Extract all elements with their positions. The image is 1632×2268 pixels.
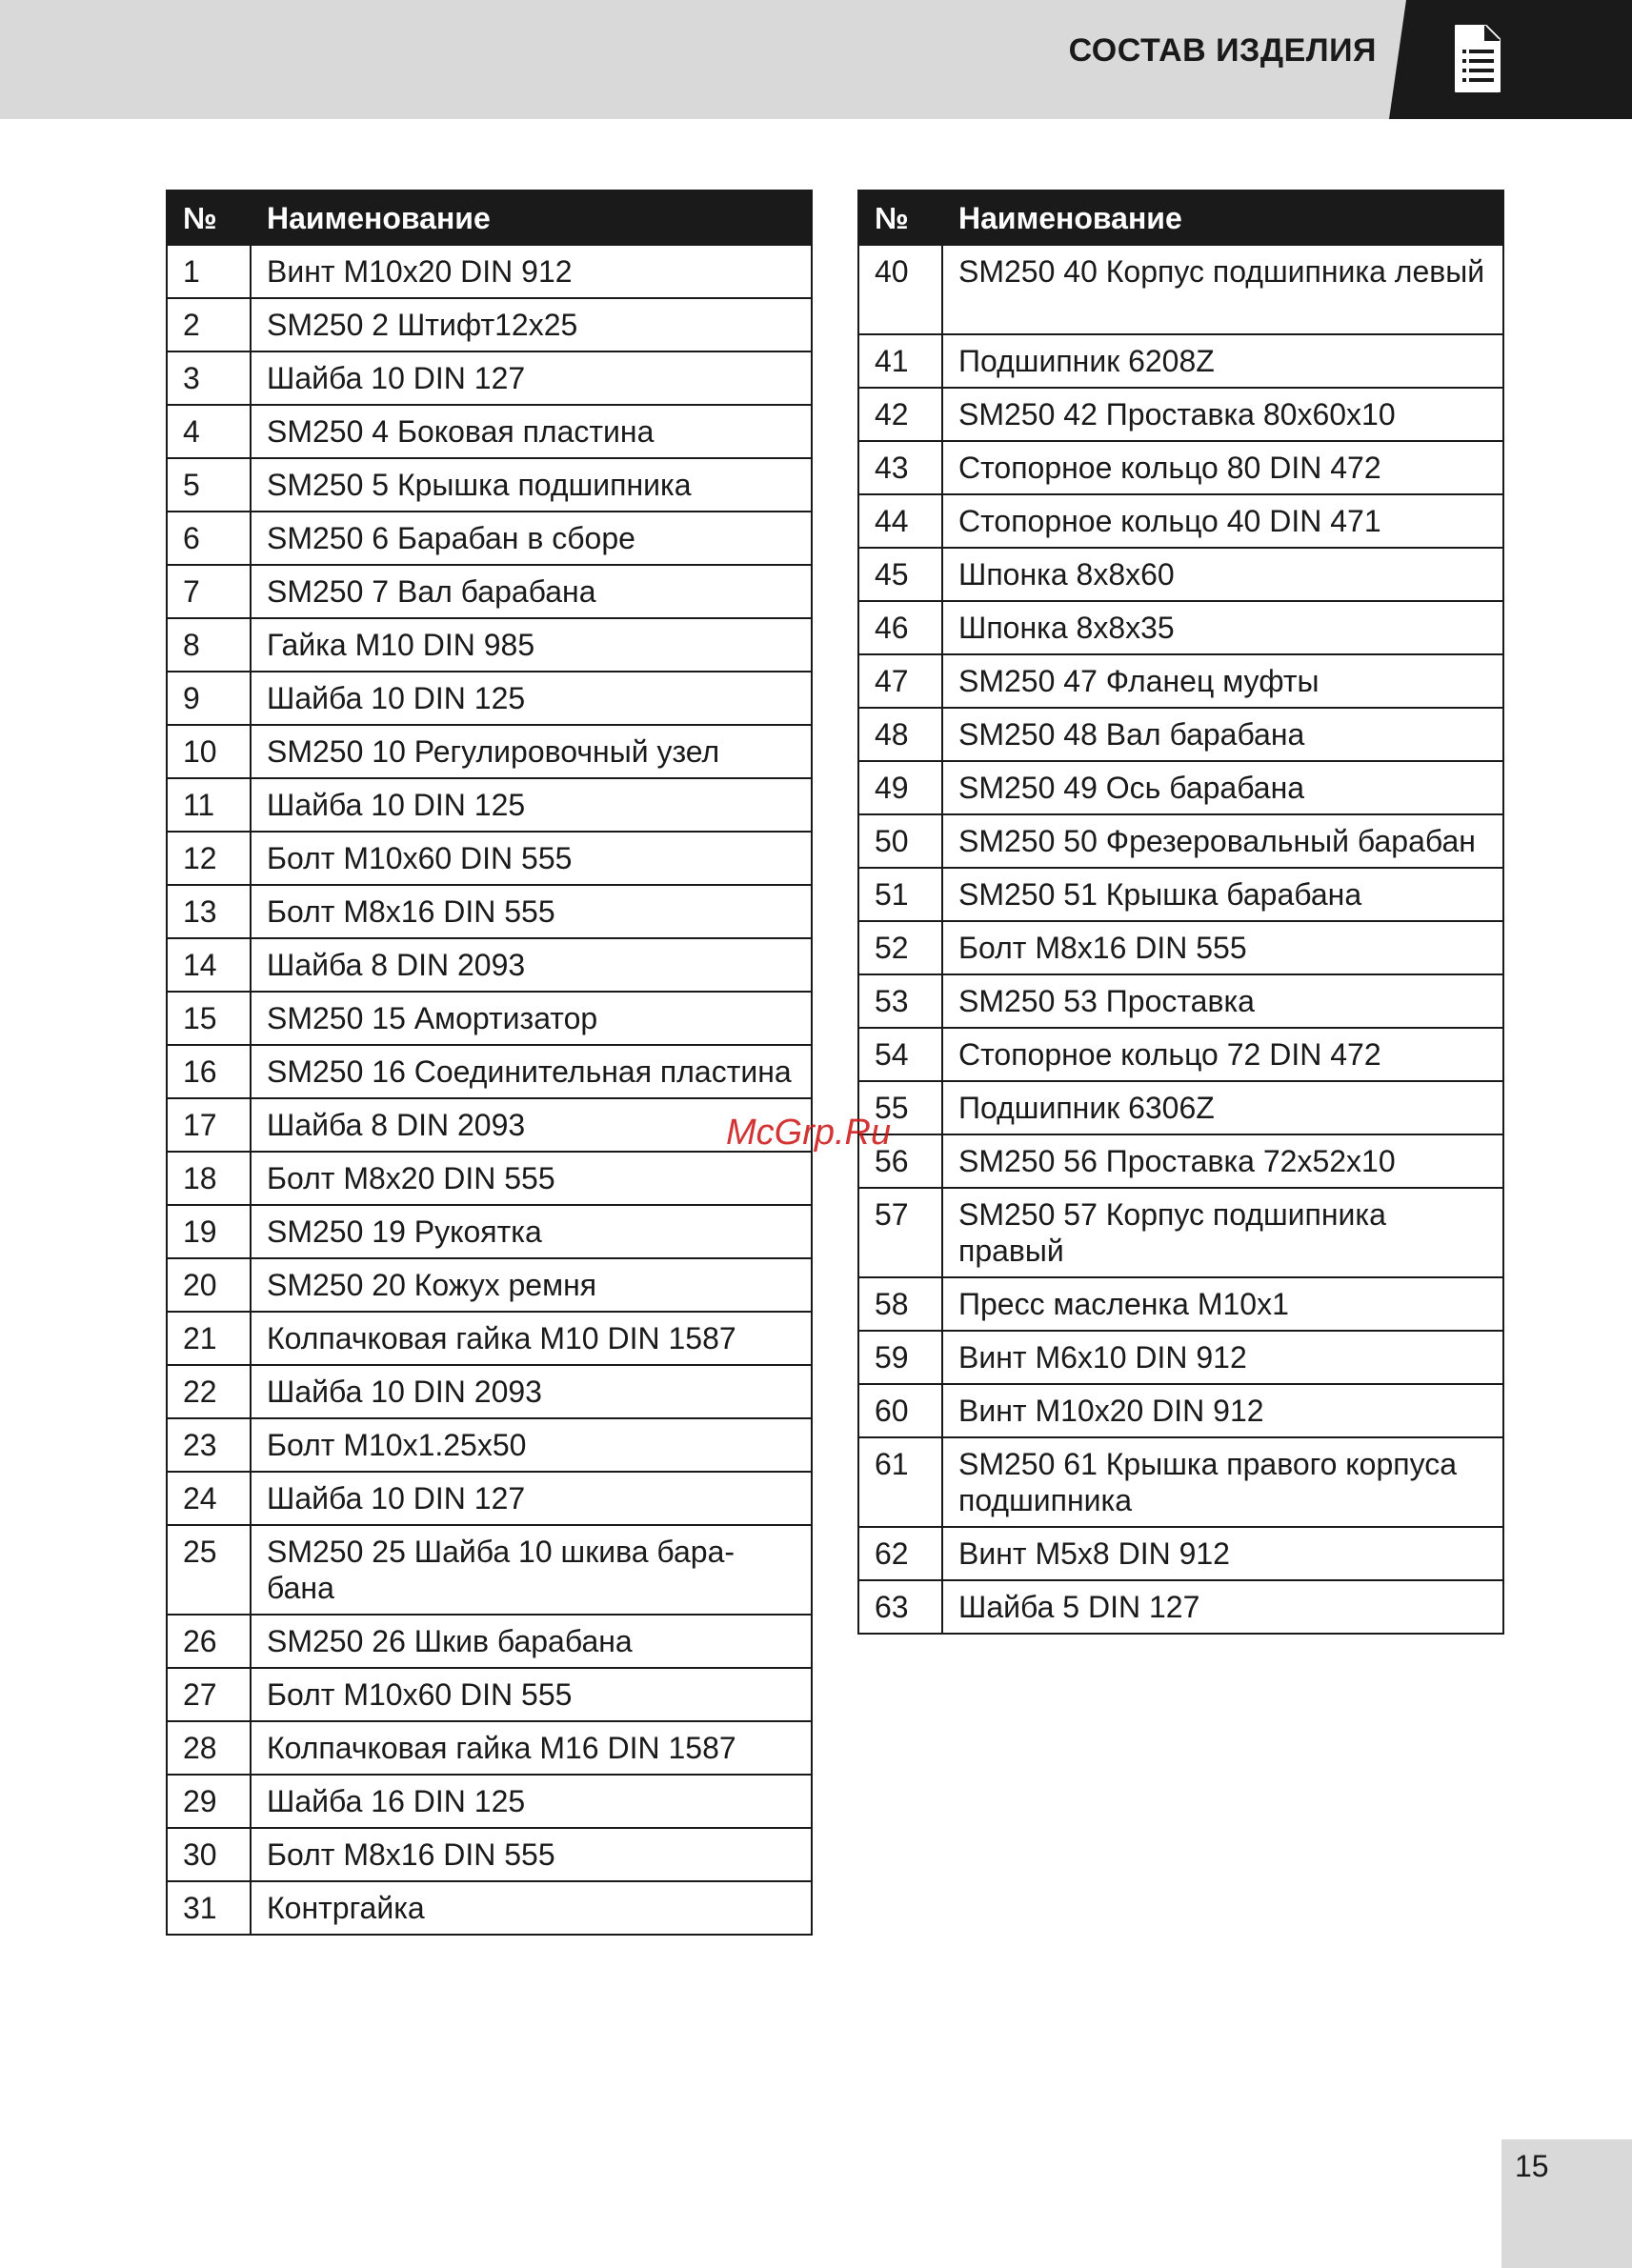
table-row [858,441,1503,494]
item-number: 19 [167,1205,251,1258]
table-row [167,1721,812,1775]
item-number: 15 [167,992,251,1045]
item-number: 18 [167,1152,251,1205]
item-name: SM250 5 Крышка подшипника [251,458,812,512]
item-name: Стопорное кольцо 40 DIN 471 [942,494,1503,548]
table-row [858,245,1503,334]
parts-table-right [857,190,1504,1635]
item-name: SM250 48 Вал барабана [942,708,1503,761]
item-name: Контргайка [251,1881,812,1935]
table-row [167,512,812,565]
item-number: 30 [167,1828,251,1881]
table-row [858,1028,1503,1081]
header-icon-tab [1389,0,1632,119]
item-name: Болт M10x60 DIN 555 [251,1668,812,1721]
document-list-icon [1452,23,1503,95]
item-number: 12 [167,832,251,885]
item-number: 47 [858,654,942,708]
item-name: SM250 61 Крышка правого корпуса подшипника [942,1437,1503,1527]
table-row [167,298,812,351]
table-row [167,1881,812,1935]
item-number: 54 [858,1028,942,1081]
table-row [167,1525,812,1615]
item-number: 2 [167,298,251,351]
item-name: Шпонка 8x8x35 [942,601,1503,654]
table-row [858,1437,1503,1527]
item-number: 17 [167,1098,251,1152]
item-name: Шайба 10 DIN 125 [251,778,812,832]
table-row [167,1615,812,1668]
item-number: 40 [858,245,942,334]
table-row [858,1134,1503,1188]
item-name: Колпачковая гайка M10 DIN 1587 [251,1312,812,1365]
table-row [167,672,812,725]
item-number: 26 [167,1615,251,1668]
item-name: Винт M6x10 DIN 912 [942,1331,1503,1384]
item-number: 61 [858,1437,942,1527]
item-name: SM250 57 Корпус подшипника правый [942,1188,1503,1277]
item-number: 63 [858,1580,942,1634]
table-row [858,868,1503,921]
item-number: 55 [858,1081,942,1134]
item-name: SM250 56 Проставка 72x52x10 [942,1134,1503,1188]
table-row [167,618,812,672]
item-number: 51 [858,868,942,921]
item-number: 44 [858,494,942,548]
item-name: Болт M8x16 DIN 555 [251,885,812,938]
item-number: 42 [858,388,942,441]
item-name: Пресс масленка M10x1 [942,1277,1503,1331]
table-row [167,832,812,885]
item-name: SM250 49 Ось барабана [942,761,1503,814]
item-name: SM250 53 Проставка [942,974,1503,1028]
item-number: 60 [858,1384,942,1437]
table-row [167,458,812,512]
item-name: Подшипник 6208Z [942,334,1503,388]
item-name: SM250 7 Вал барабана [251,565,812,618]
item-number: 13 [167,885,251,938]
table-row [858,601,1503,654]
table-header-row [167,191,812,245]
table-row [858,1384,1503,1437]
item-number: 46 [858,601,942,654]
item-number: 21 [167,1312,251,1365]
item-number: 3 [167,351,251,405]
table-row [167,245,812,298]
item-name: SM250 26 Шкив барабана [251,1615,812,1668]
item-number: 52 [858,921,942,974]
item-name: Винт M10x20 DIN 912 [942,1384,1503,1437]
table-row [858,974,1503,1028]
table-row [858,761,1503,814]
item-name: Шайба 10 DIN 127 [251,351,812,405]
table-row [167,992,812,1045]
table-row [167,1205,812,1258]
item-number: 50 [858,814,942,868]
table-row [167,725,812,778]
item-name: SM250 16 Соединительная пластина [251,1045,812,1098]
table-row [858,1188,1503,1277]
table-row [858,548,1503,601]
table-row [858,1331,1503,1384]
item-number: 29 [167,1775,251,1828]
item-number: 9 [167,672,251,725]
item-name: SM250 50 Фрезеровальный барабан [942,814,1503,868]
item-number: 5 [167,458,251,512]
table-row [858,1527,1503,1580]
table-row [167,1258,812,1312]
item-name: Шпонка 8x8x60 [942,548,1503,601]
item-name: SM250 6 Барабан в сборе [251,512,812,565]
item-name: Шайба 5 DIN 127 [942,1580,1503,1634]
item-name: Болт M8x16 DIN 555 [942,921,1503,974]
item-name: SM250 15 Амортизатор [251,992,812,1045]
item-name: Шайба 16 DIN 125 [251,1775,812,1828]
table-row [167,405,812,458]
table-header-row [858,191,1503,245]
table-row [167,1152,812,1205]
item-name: Подшипник 6306Z [942,1081,1503,1134]
item-name: Колпачковая гайка M16 DIN 1587 [251,1721,812,1775]
item-number: 28 [167,1721,251,1775]
item-name: SM250 40 Корпус подшипника левый [942,245,1503,334]
item-name: Шайба 10 DIN 2093 [251,1365,812,1418]
item-name: Шайба 8 DIN 2093 [251,938,812,992]
item-number: 24 [167,1472,251,1525]
item-name: SM250 19 Рукоятка [251,1205,812,1258]
table-row [858,334,1503,388]
table-row [167,1828,812,1881]
table-row [167,885,812,938]
parts-table-left [166,190,813,1936]
table-row [167,778,812,832]
item-number: 53 [858,974,942,1028]
item-number: 11 [167,778,251,832]
item-number: 48 [858,708,942,761]
table-row [167,1775,812,1828]
item-name: Болт M10x1.25x50 [251,1418,812,1472]
item-name: SM250 51 Крышка барабана [942,868,1503,921]
item-number: 25 [167,1525,251,1615]
item-number: 62 [858,1527,942,1580]
item-number: 58 [858,1277,942,1331]
item-name: Шайба 8 DIN 2093 [251,1098,812,1152]
item-number: 56 [858,1134,942,1188]
item-number: 20 [167,1258,251,1312]
item-name: Винт M10x20 DIN 912 [251,245,812,298]
item-number: 10 [167,725,251,778]
item-name: SM250 47 Фланец муфты [942,654,1503,708]
table-row [858,814,1503,868]
item-name: Болт M8x20 DIN 555 [251,1152,812,1205]
item-number: 31 [167,1881,251,1935]
item-name: Стопорное кольцо 72 DIN 472 [942,1028,1503,1081]
item-number: 49 [858,761,942,814]
table-row [167,1098,812,1152]
page-title: СОСТАВ ИЗДЕЛИЯ [1068,32,1377,69]
column-header-name: Наименование [251,191,812,245]
table-row [858,494,1503,548]
table-row [858,654,1503,708]
table-row [167,565,812,618]
table-row [167,1418,812,1472]
table-row [858,708,1503,761]
item-number: 43 [858,441,942,494]
table-row [858,1081,1503,1134]
item-number: 22 [167,1365,251,1418]
item-number: 1 [167,245,251,298]
table-row [167,1045,812,1098]
item-name: Болт M10x60 DIN 555 [251,832,812,885]
table-row [167,1472,812,1525]
watermark: McGrp.Ru [726,1113,892,1153]
item-number: 27 [167,1668,251,1721]
item-name: Стопорное кольцо 80 DIN 472 [942,441,1503,494]
table-row [858,1580,1503,1634]
table-row [167,1312,812,1365]
item-name: Болт M8x16 DIN 555 [251,1828,812,1881]
item-name: SM250 25 Шайба 10 шкива бара-бана [251,1525,812,1615]
item-name: SM250 10 Регулировочный узел [251,725,812,778]
table-row [167,351,812,405]
table-row [167,1365,812,1418]
table-row [167,938,812,992]
item-name: Винт M5x8 DIN 912 [942,1527,1503,1580]
item-name: Шайба 10 DIN 125 [251,672,812,725]
item-name: Шайба 10 DIN 127 [251,1472,812,1525]
item-name: SM250 42 Проставка 80x60x10 [942,388,1503,441]
item-number: 8 [167,618,251,672]
header-band [0,0,1632,119]
item-name: Гайка M10 DIN 985 [251,618,812,672]
column-header-number: № [858,191,942,245]
item-number: 14 [167,938,251,992]
item-number: 7 [167,565,251,618]
table-row [858,388,1503,441]
page-number: 15 [1515,2149,1549,2183]
item-number: 4 [167,405,251,458]
column-header-name: Наименование [942,191,1503,245]
table-row [167,1668,812,1721]
item-number: 6 [167,512,251,565]
table-row [858,1277,1503,1331]
item-number: 57 [858,1188,942,1277]
item-number: 59 [858,1331,942,1384]
item-number: 23 [167,1418,251,1472]
table-row [858,921,1503,974]
item-name: SM250 4 Боковая пластина [251,405,812,458]
item-name: SM250 20 Кожух ремня [251,1258,812,1312]
item-number: 45 [858,548,942,601]
column-header-number: № [167,191,251,245]
item-number: 16 [167,1045,251,1098]
item-name: SM250 2 Штифт12х25 [251,298,812,351]
item-number: 41 [858,334,942,388]
